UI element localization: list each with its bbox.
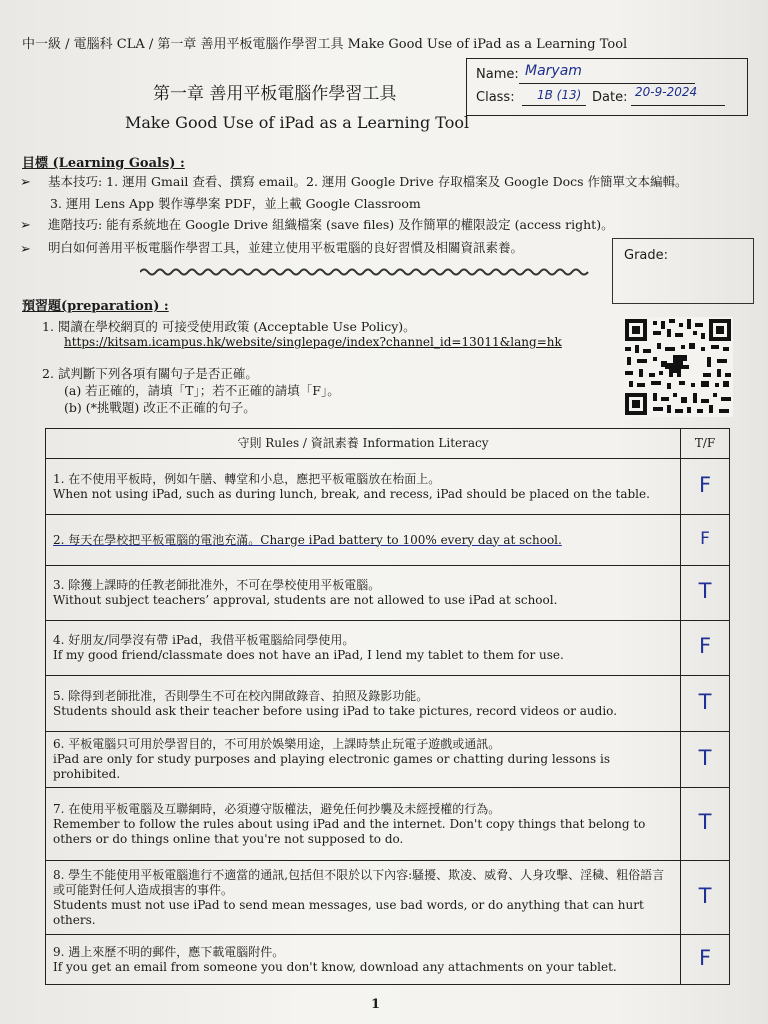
name-value: Maryam [525,63,582,79]
tf-answer[interactable]: F [698,945,712,970]
tf-answer[interactable]: T [698,579,712,603]
rule-text-zh: 3. 除獲上課時的任教老師批准外，不可在學校使用平板電腦。 [53,578,381,592]
tf-answer[interactable]: T [698,745,712,770]
table-row [46,459,730,515]
table-row [46,515,730,566]
table-row [46,676,730,732]
table-row [46,861,730,935]
date-value: 20-9-2024 [635,85,698,99]
rule-text-en: Remember to follow the rules about using iPad and the internet. Don't copy things that belong to others or do things online that you're not supposed to do. [53,816,646,846]
name-label: Name: [476,67,519,82]
rule-text-en: Students must not use iPad to send mean messages, use bad words, or do anything that can hurt others. [53,897,644,927]
title-english: Make Good Use of iPad as a Learning Tool [125,113,470,132]
bullet-arrow-icon: ➢ [20,218,31,233]
rule-text-zh: 1. 在不使用平板時，例如午膳、轉堂和小息，應把平板電腦放在枱面上。 [53,471,441,486]
table-row [46,566,730,621]
bullet-arrow-icon: ➢ [20,242,31,257]
rule-text-zh: 8. 學生不能使用平板電腦進行不適當的通訊,包括但不限於以下內容:騷擾、欺凌、威脅、人身攻擊、淫穢、粗俗語言或可能對任何人造成損害的事件。 [53,867,665,897]
question-2: 2. 試判斷下列各項有關句子是否正確。 [42,366,258,381]
rule-text-zh: 2. 每天在學校把平板電腦的電池充滿。Charge iPad battery to 100% every day at school. [53,532,562,547]
rule-text-en: If my good friend/classmate does not have an iPad, I lend my tablet to them for use. [53,648,564,662]
table-row [46,621,730,676]
table-header-row [46,429,730,459]
rule-text-en: When not using iPad, such as during lunch, break, and recess, iPad should be placed on the table. [53,486,650,501]
rule-text-en: Students should ask their teacher before using iPad to take pictures, record videos or audio. [53,703,618,718]
qr-code[interactable] [623,317,733,417]
student-info-box [466,58,748,116]
page-number: 1 [371,997,381,1012]
rule-text-en: iPad are only for study purposes and playing electronic games or chatting during lessons is prohibited. [53,752,611,781]
rule-text-zh: 5. 除得到老師批准，否則學生不可在校內開啟錄音、拍照及錄影功能。 [53,688,429,703]
rule-text-en: If you get an email from someone you don't know, download any attachments on your tablet. [53,959,617,974]
goal-item: 進階技巧: 能有系統地在 Google Drive 組織檔案 (save files) 及作簡單的權限設定 (access right)。 [48,217,614,232]
tf-answer[interactable]: F [698,634,712,658]
tf-answer[interactable]: F [700,529,710,549]
class-label: Class: [476,90,515,105]
rule-text-zh: 9. 遇上來歷不明的郵件，應下載電腦附件。 [53,944,285,959]
question-1: 1. 閱讀在學校網頁的 可接受使用政策 (Acceptable Use Policy)。 [42,319,416,334]
grade-label: Grade: [624,248,669,263]
goal-item: 3. 運用 Lens App 製作導學案 PDF，並上載 Google Classroom [50,196,421,211]
rule-text-zh: 4. 好朋友/同學沒有帶 iPad，我借平板電腦給同學使用。 [53,633,355,647]
rule-text-zh: 6. 平板電腦只可用於學習目的，不可用於娛樂用途，上課時禁止玩電子遊戲或通訊。 [53,737,501,751]
tf-answer[interactable]: F [698,472,712,497]
table-row [46,788,730,861]
rule-text-zh: 7. 在使用平板電腦及互聯網時，必須遵守版權法，避免任何抄襲及未經授權的行為。 [53,801,501,816]
header-line: 中一級 / 電腦科 CLA / 第一章 善用平板電腦作學習工具 Make Good Use of iPad as a Learning Tool [22,37,628,52]
goals-heading: 目標 (Learning Goals) : [22,156,185,171]
goal-item: 基本技巧: 1. 運用 Gmail 查看、撰寫 email。2. 運用 Google Drive 存取檔案及 Google Docs 作簡單文本編輯。 [48,174,688,189]
bullet-arrow-icon: ➢ [20,175,31,190]
tf-column-header: T/F [681,429,730,459]
tf-answer[interactable]: T [698,689,712,714]
class-value: 1B (13) [537,88,582,102]
policy-link[interactable]: https://kitsam.icampus.hk/website/singlepage/index?channel_id=13011&lang=hk [64,335,562,349]
rules-column-header: 守則 Rules / 資訊素養 Information Literacy [46,429,681,459]
grade-box [612,238,754,304]
title-chinese: 第一章 善用平板電腦作學習工具 [153,84,397,104]
rules-table [45,428,730,985]
rule-text-en: Without subject teachers’ approval, students are not allowed to use iPad at school. [53,593,558,607]
preparation-heading: 預習題(preparation) : [22,299,169,314]
wavy-divider [140,266,590,278]
tf-answer[interactable]: T [698,810,712,834]
table-row [46,935,730,985]
date-label: Date: [592,90,628,105]
table-row [46,732,730,788]
question-2b: (b) (*挑戰題) 改正不正確的句子。 [64,400,256,415]
question-2a: (a) 若正確的，請填「T」；若不正確的請填「F」。 [64,383,340,398]
tf-answer[interactable]: T [698,883,712,908]
goal-item: 明白如何善用平板電腦作學習工具，並建立使用平板電腦的良好習慣及相關資訊素養。 [48,240,524,255]
